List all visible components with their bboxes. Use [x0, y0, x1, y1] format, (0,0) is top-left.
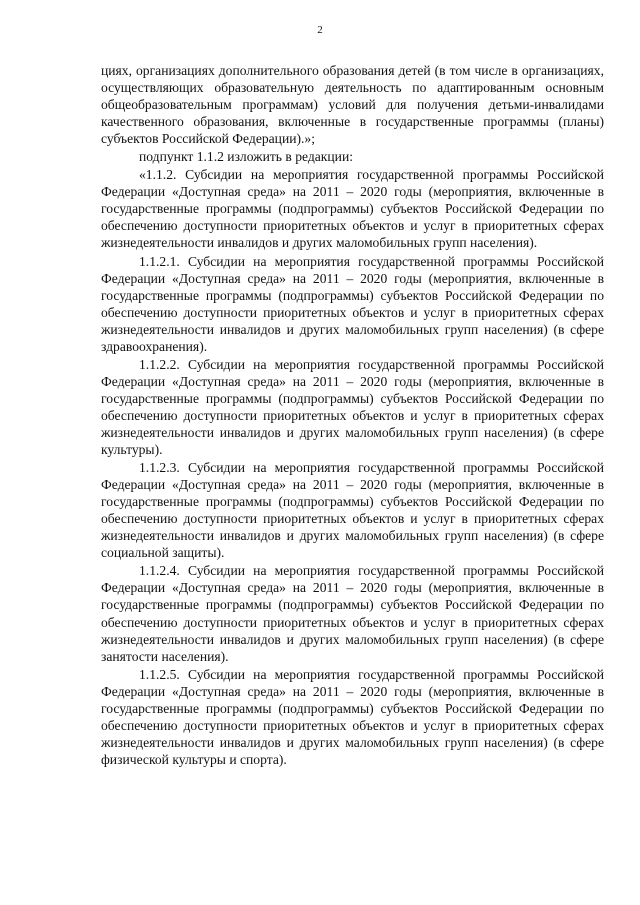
- paragraph-continuation: циях, организациях дополнительного образования детей (в том числе в организациях, осуществляющих образовательную деятельность по адаптированным основным общеобразовательным программам) условий для получения детьми-инвалидами качественного образования, включенные в государственные программы (планы) субъектов Российской Федерации).»;: [101, 63, 604, 147]
- paragraph-subsidy-1-1-2-4: 1.1.2.4. Субсидии на мероприятия государственной программы Российской Федерации «Доступная среда» на 2011 – 2020 годы (мероприятия, включенные в государственные программы (подпрограммы) субъектов Российской Федерации по обеспечению доступности приоритетных объектов и услуг в приоритетных сферах жизнедеятельности инвалидов и других маломобильных групп населения) (в сфере занятости населения).: [101, 563, 604, 664]
- paragraph-subsidy-1-1-2: «1.1.2. Субсидии на мероприятия государственной программы Российской Федерации «Доступная среда» на 2011 – 2020 годы (мероприятия, включенные в государственные программы (подпрограммы) субъектов Российской Федерации по обеспечению доступности приоритетных объектов и услуг в приоритетных сферах жизнедеятельности инвалидов и других маломобильных групп населения).: [101, 167, 604, 251]
- paragraph-subsidy-1-1-2-1: 1.1.2.1. Субсидии на мероприятия государственной программы Российской Федерации «Доступная среда» на 2011 – 2020 годы (мероприятия, включенные в государственные программы (подпрограммы) субъектов Российской Федерации по обеспечению доступности приоритетных объектов и услуг в приоритетных сферах жизнедеятельности инвалидов и других маломобильных групп населения) (в сфере здравоохранения).: [101, 253, 604, 354]
- paragraph-subsidy-1-1-2-2: 1.1.2.2. Субсидии на мероприятия государственной программы Российской Федерации «Доступная среда» на 2011 – 2020 годы (мероприятия, включенные в государственные программы (подпрограммы) субъектов Российской Федерации по обеспечению доступности приоритетных объектов и услуг в приоритетных сферах жизнедеятельности инвалидов и других маломобильных групп населения) (в сфере культуры).: [101, 356, 604, 458]
- paragraph-subsidy-1-1-2-3: 1.1.2.3. Субсидии на мероприятия государственной программы Российской Федерации «Доступная среда» на 2011 – 2020 годы (мероприятия, включенные в государственные программы (подпрограммы) субъектов Российской Федерации по обеспечению доступности приоритетных объектов и услуг в приоритетных сферах жизнедеятельности инвалидов и других маломобильных групп населения) (в сфере социальной защиты).: [101, 460, 604, 561]
- paragraph-amendment-intro: подпункт 1.1.2 изложить в редакции:: [139, 149, 354, 165]
- page-number: 2: [317, 24, 323, 36]
- paragraph-subsidy-1-1-2-5: 1.1.2.5. Субсидии на мероприятия государственной программы Российской Федерации «Доступная среда» на 2011 – 2020 годы (мероприятия, включенные в государственные программы (подпрограммы) субъектов Российской Федерации по обеспечению доступности приоритетных объектов и услуг в приоритетных сферах жизнедеятельности инвалидов и других маломобильных групп населения) (в сфере физической культуры и спорта).: [101, 666, 604, 767]
- document-body: [101, 62, 604, 769]
